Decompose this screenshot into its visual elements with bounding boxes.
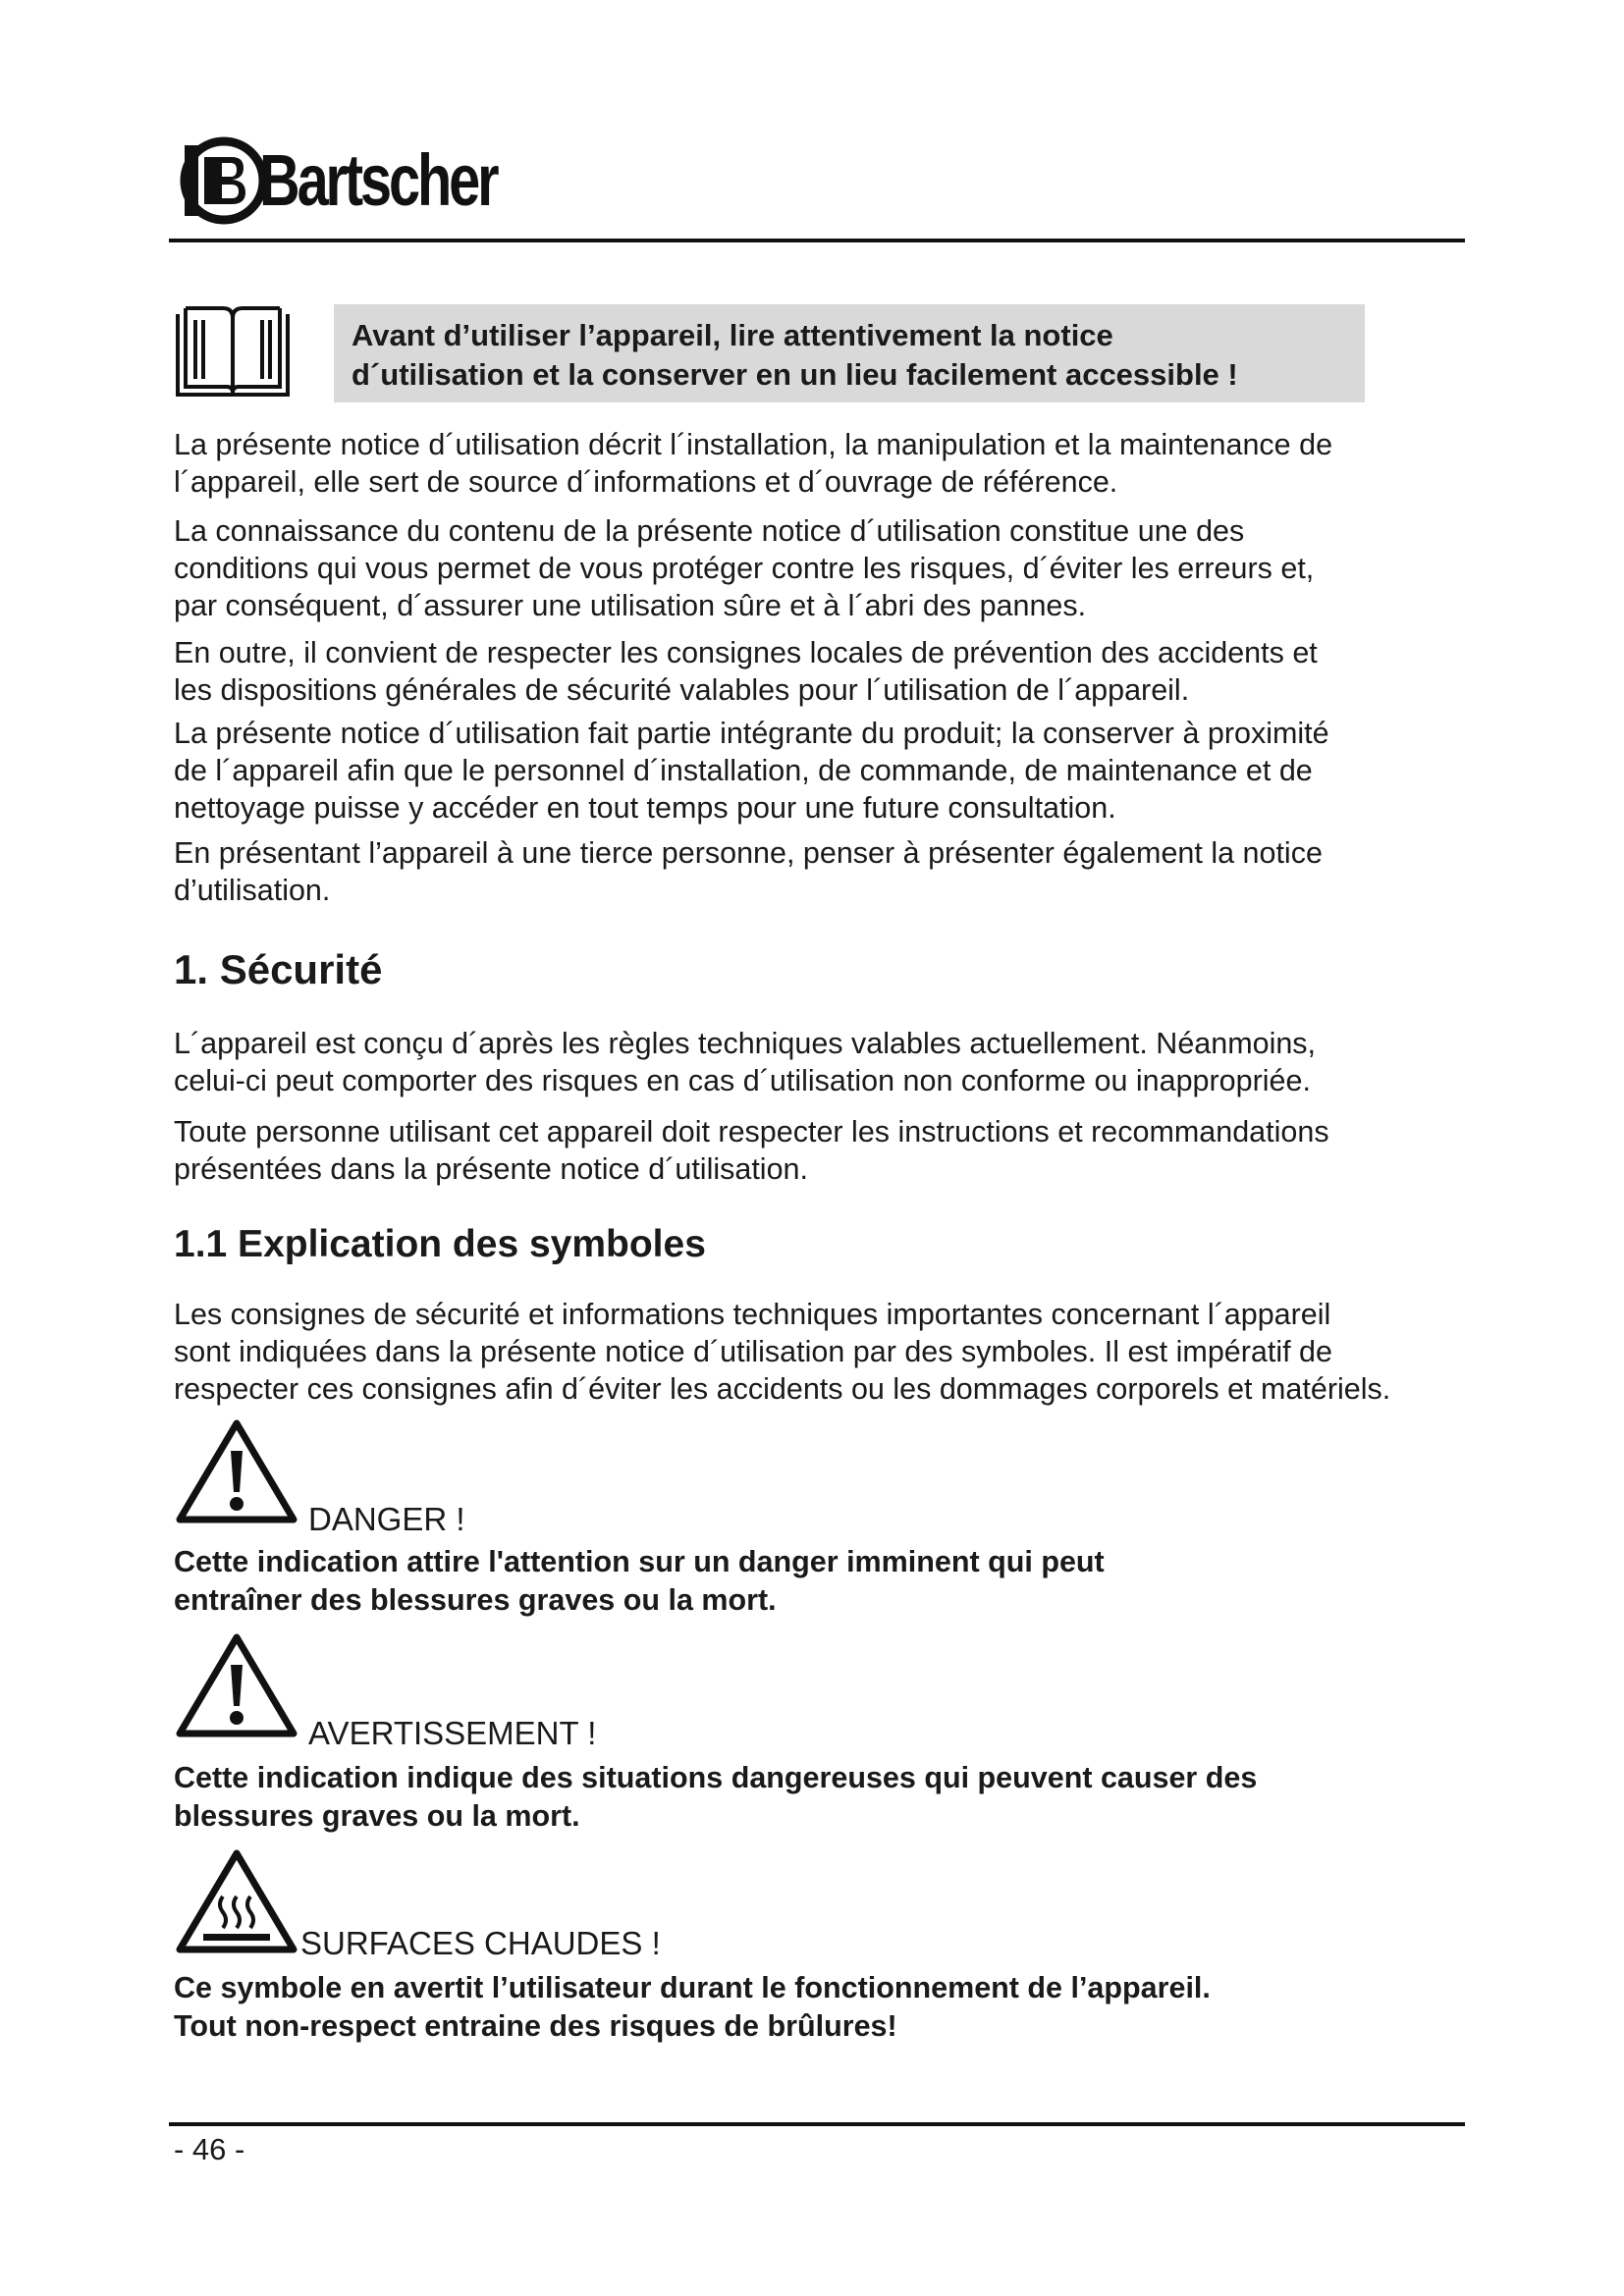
page-number: - 46 - [174,2132,245,2166]
text-line: Ce symbole en avertit l’utilisateur durant le fonctionnement de l’appareil. [174,1971,1211,2004]
text-line: celui-ci peut comporter des risques en cas d´utilisation non conforme ou inappropriée. [174,1064,1311,1097]
warning-triangle-icon [174,1417,299,1527]
text-line: La présente notice d´utilisation fait partie intégrante du produit; la conserver à proximité [174,717,1329,750]
warning-triangle-icon [174,1631,299,1741]
footer-divider [169,2122,1465,2126]
text-line: d’utilisation. [174,874,331,907]
section-heading: 1. Sécurité [174,946,383,992]
surfaces-chaudes-title: SURFACES CHAUDES ! [300,1925,661,1961]
hot-surface-icon [174,1847,299,1957]
intro-paragraph [174,715,1470,827]
intro-paragraph [174,426,1470,501]
bartscher-logo [179,135,564,226]
notice-line: d´utilisation et la conserver en un lieu facilement accessible ! [352,357,1238,392]
text-line: de l´appareil afin que le personnel d´installation, de commande, de maintenance et de [174,754,1313,787]
text-line: entraîner des blessures graves ou la mort. [174,1583,777,1617]
text-line: blessures graves ou la mort. [174,1799,580,1833]
danger-title: DANGER ! [308,1501,465,1537]
intro-paragraph [174,512,1470,624]
avertissement-title: AVERTISSEMENT ! [308,1715,597,1751]
surfaces-chaudes-description [174,1969,1211,2046]
text-line: Tout non-respect entraine des risques de brûlures! [174,2009,897,2043]
text-line: La connaissance du contenu de la présente notice d´utilisation constitue une des [174,514,1245,548]
subsection-heading: 1.1 Explication des symboles [174,1223,706,1265]
text-line: respecter ces consignes afin d´éviter les accidents ou les dommages corporels et matériels. [174,1372,1391,1406]
notice-line: Avant d’utiliser l’appareil, lire attentivement la notice [352,318,1113,352]
text-line: les dispositions générales de sécurité valables pour l´utilisation de l´appareil. [174,673,1190,707]
header-divider [169,239,1465,242]
text-line: En présentant l’appareil à une tierce personne, penser à présenter également la notice [174,836,1323,870]
text-line: sont indiquées dans la présente notice d´utilisation par des symboles. Il est impératif de [174,1335,1332,1368]
text-line: Cette indication attire l'attention sur un danger imminent qui peut [174,1545,1105,1578]
text-line: Toute personne utilisant cet appareil doit respecter les instructions et recommandations [174,1115,1329,1148]
text-line: l´appareil, elle sert de source d´informations et d´ouvrage de référence. [174,465,1118,499]
subsection-paragraph [174,1296,1470,1408]
logo-b-emblem [179,135,265,226]
text-line: La présente notice d´utilisation décrit l´installation, la manipulation et la maintenance de [174,428,1333,461]
open-book-icon [174,302,292,399]
text-line: nettoyage puisse y accéder en tout temps pour une future consultation. [174,791,1116,825]
text-line: présentées dans la présente notice d´utilisation. [174,1152,808,1186]
text-line: Cette indication indique des situations dangereuses qui peuvent causer des [174,1761,1258,1794]
avertissement-description [174,1759,1257,1836]
text-line: L´appareil est conçu d´après les règles techniques valables actuellement. Néanmoins, [174,1027,1317,1060]
logo-wordmark: Bartscher [259,139,497,221]
danger-description [174,1543,1105,1620]
intro-paragraph [174,634,1470,709]
text-line: Les consignes de sécurité et informations techniques importantes concernant l´appareil [174,1298,1331,1331]
read-notice-callout [334,304,1365,402]
text-line: par conséquent, d´assurer une utilisation sûre et à l´abri des pannes. [174,589,1087,622]
section-paragraph [174,1025,1470,1099]
intro-paragraph [174,834,1470,909]
text-line: conditions qui vous permet de vous protéger contre les risques, d´éviter les erreurs et, [174,552,1315,585]
section-paragraph [174,1113,1470,1188]
text-line: En outre, il convient de respecter les consignes locales de prévention des accidents et [174,636,1318,669]
